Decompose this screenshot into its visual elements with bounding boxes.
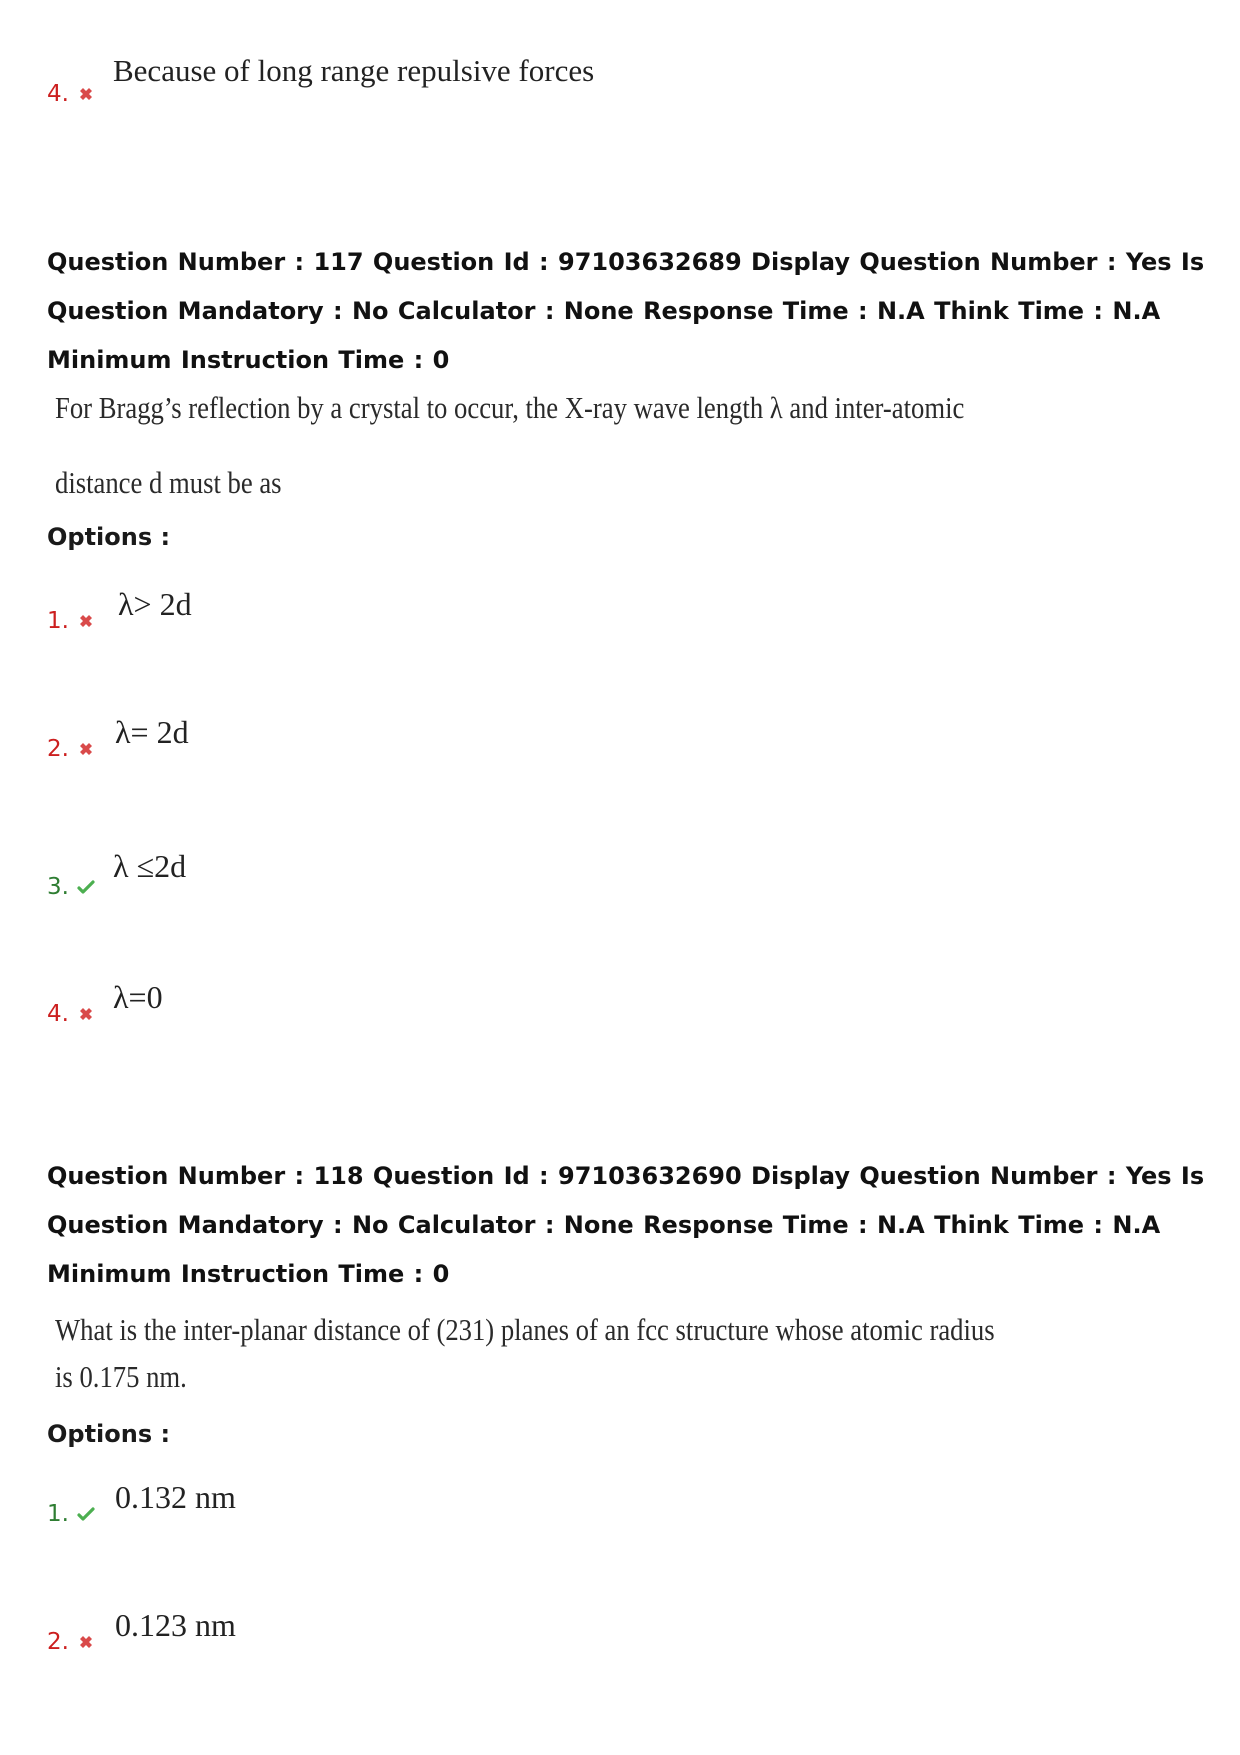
option-number <box>47 1500 95 1528</box>
cross-icon <box>77 612 95 630</box>
option-text: λ= 2d <box>115 714 189 750</box>
option-number <box>47 607 95 635</box>
cross-icon <box>77 1005 95 1023</box>
option-text: 0.132 nm <box>115 1479 236 1515</box>
option-text: λ=0 <box>113 979 163 1015</box>
question-text-line: distance d must be as <box>55 465 282 500</box>
option-number <box>47 1000 95 1028</box>
option-number-label: 1. <box>47 1501 69 1527</box>
cross-icon <box>77 85 95 103</box>
options-label: Options : <box>47 1420 171 1448</box>
option-number <box>47 735 95 763</box>
question-meta: Question Number : 117 Question Id : 97103632689 Display Question Number : Yes Is Question Mandatory : No Calculator : None Response Time : N.A Think Time : N.A Minimum Instruction Time : 0 <box>47 248 1205 374</box>
option-number-label: 1. <box>47 608 69 634</box>
options-label: Options : <box>47 523 171 551</box>
check-icon <box>77 1505 95 1523</box>
question-meta: Question Number : 118 Question Id : 97103632690 Display Question Number : Yes Is Question Mandatory : No Calculator : None Response Time : N.A Think Time : N.A Minimum Instruction Time : 0 <box>47 1162 1205 1288</box>
cross-icon <box>77 1633 95 1651</box>
question-text-line: What is the inter-planar distance of (231) planes of an fcc structure whose atomic radius <box>55 1312 995 1347</box>
option-text: λ ≤2d <box>113 848 187 884</box>
option-number-label: 2. <box>47 1629 69 1655</box>
cross-icon <box>77 740 95 758</box>
question-text-line: For Bragg’s reflection by a crystal to occur, the X-ray wave length λ and inter-atomic <box>55 390 965 425</box>
option-number-label: 3. <box>47 874 69 900</box>
option-number <box>47 873 95 901</box>
option-number <box>47 80 95 108</box>
option-text: λ> 2d <box>118 586 192 622</box>
option-text: 0.123 nm <box>115 1607 236 1643</box>
option-number-label: 2. <box>47 736 69 762</box>
option-number-label: 4. <box>47 1001 69 1027</box>
option-number <box>47 1628 95 1656</box>
option-number-label: 4. <box>47 81 69 107</box>
question-text-line: is 0.175 nm. <box>55 1359 187 1394</box>
check-icon <box>77 878 95 896</box>
option-text: Because of long range repulsive forces <box>113 53 595 88</box>
